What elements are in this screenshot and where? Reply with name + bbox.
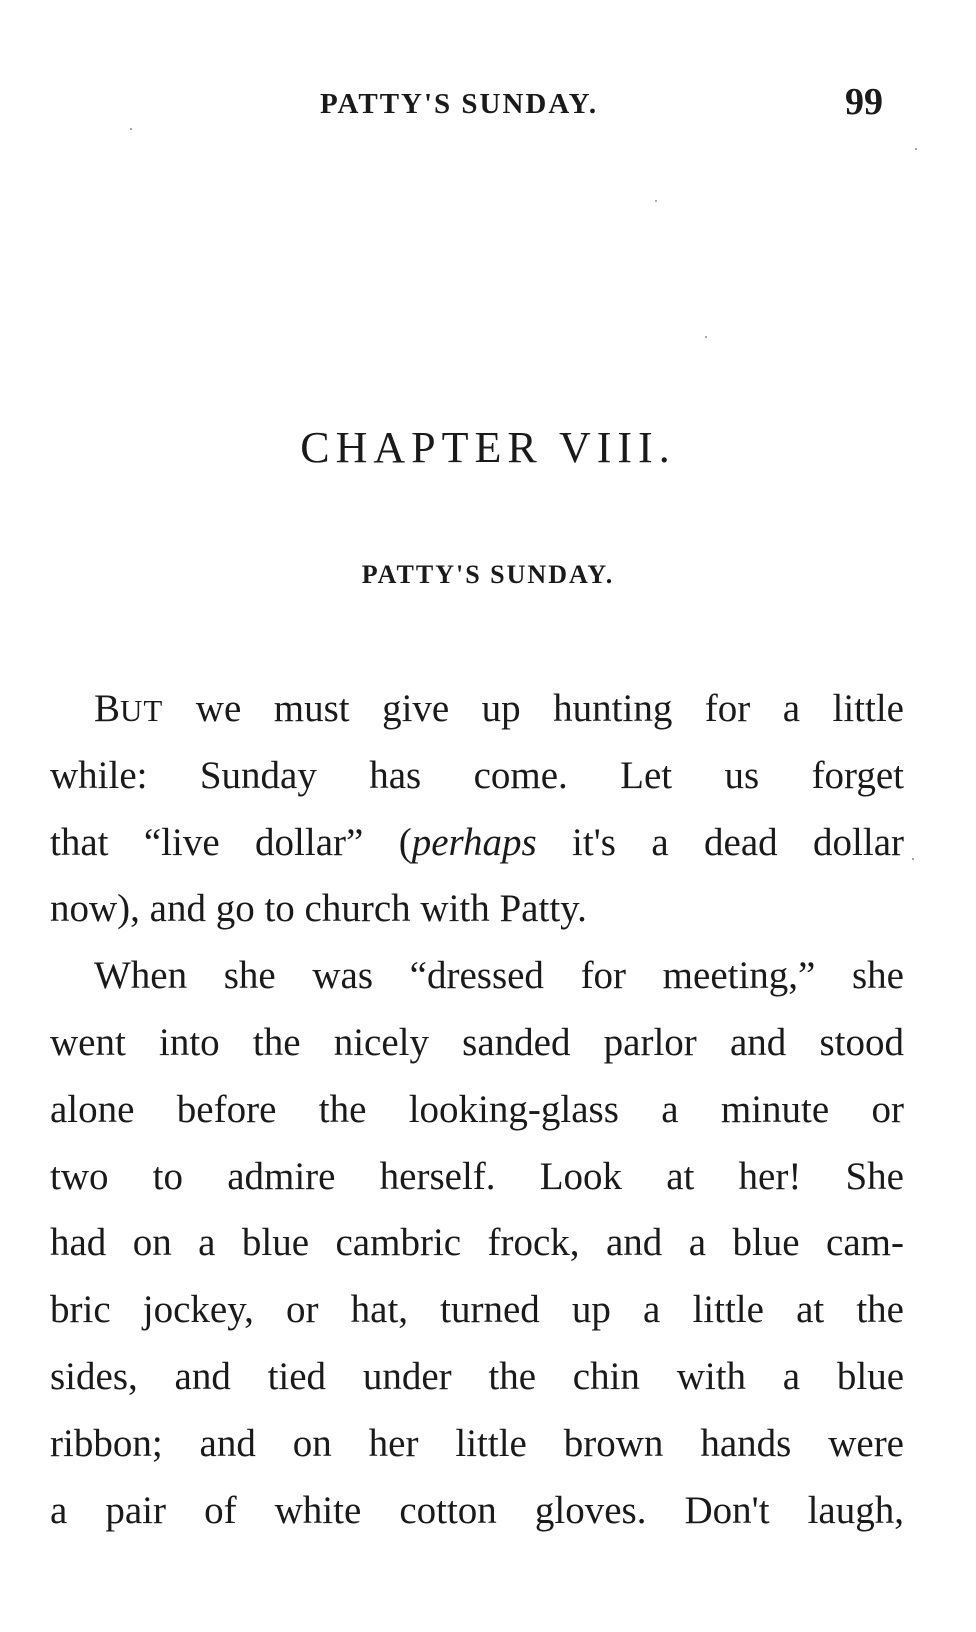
text-line-4: now), and go to church with Patty.: [50, 887, 587, 931]
chapter-title: CHAPTER VIII.: [300, 423, 676, 472]
chapter-subtitle: PATTY'S SUNDAY.: [361, 560, 615, 589]
text-line-9: had on a blue cambric frock, and a blue cam-: [50, 1221, 904, 1265]
body-text: [50, 676, 904, 1544]
page-number: 99: [845, 81, 883, 123]
paper-speck: [705, 336, 707, 338]
text-line-5: When she was “dressed for meeting,” she: [94, 954, 904, 998]
text-line-2: while: Sunday has come. Let us forget: [50, 753, 904, 797]
paper-speck: [915, 148, 917, 150]
text-line-13: a pair of white cotton gloves. Don't laugh,: [50, 1488, 904, 1532]
line-text: it's a dead dollar: [536, 820, 904, 864]
text-line-7: alone before the looking-glass a minute or: [50, 1087, 904, 1131]
text-line-8: two to admire herself. Look at her! She: [50, 1154, 904, 1198]
running-head-title: PATTY'S SUNDAY.: [320, 88, 599, 120]
text-line-1: [50, 676, 904, 743]
line-text: that “live dollar” (: [50, 820, 412, 864]
text-line-6: went into the nicely sanded parlor and stood: [50, 1020, 904, 1064]
drop-initial: B: [94, 687, 121, 730]
italic-word: perhaps: [411, 820, 537, 864]
paper-speck: [912, 858, 914, 860]
paper-speck: [655, 200, 657, 202]
text-line-10: bric jockey, or hat, turned up a little at the: [50, 1288, 904, 1332]
paper-speck: [130, 128, 132, 130]
text-line-11: sides, and tied under the chin with a blue: [50, 1354, 904, 1398]
line-text: we must give up hunting for a little: [163, 687, 904, 730]
text-line-12: ribbon; and on her little brown hands were: [50, 1421, 904, 1465]
small-caps-word: UT: [120, 693, 164, 728]
text-line-3: [50, 810, 904, 877]
